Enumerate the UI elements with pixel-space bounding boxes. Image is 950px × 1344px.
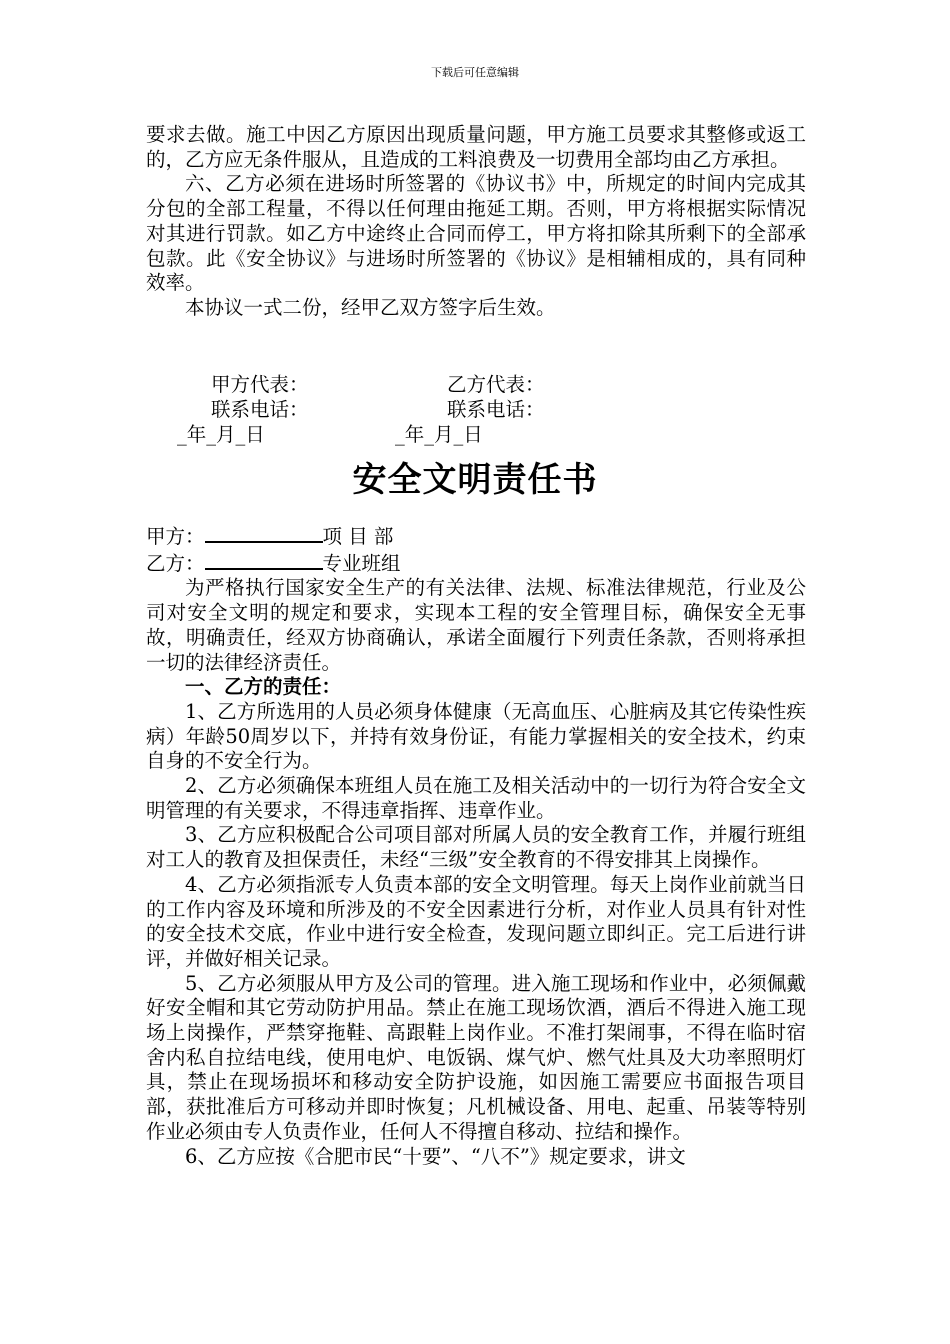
top-paragraphs: [146, 123, 806, 321]
responsibility-body: [146, 523, 806, 1169]
party-b-blank: [205, 550, 323, 570]
clause-1: 1、乙方所选用的人员必须身体健康（无高血压、心脏病及其它传染性疾病）年龄50周岁以下，并持有效身份证，有能力掌握相关的安全技术，约束自身的不安全行为。: [146, 699, 806, 773]
party-a-phone: 联系电话：: [211, 398, 309, 421]
page-header-note: 下载后可任意编辑: [431, 66, 519, 79]
party-b-line: [146, 550, 806, 577]
party-b-label: 乙方：: [146, 551, 205, 575]
paragraph-clause-six: 六、乙方必须在进场时所签署的《协议书》中，所规定的时间内完成其分包的全部工程量，不得以任何理由拖延工期。否则，甲方将根据实际情况对其进行罚款。如乙方中途终止合同而停工，甲方将扣除其所剩下的全部承包款。此《安全协议》与进场时所签署的《协议》是相辅相成的，具有同种效率。: [146, 172, 806, 295]
clause-5: 5、乙方必须服从甲方及公司的管理。进入施工现场和作业中，必须佩戴好安全帽和其它劳动防护用品。禁止在施工现场饮酒，酒后不得进入施工现场上岗操作，严禁穿拖鞋、高跟鞋上岗作业。不准打架闹事，不得在临时宿舍内私自拉结电线，使用电炉、电饭锅、煤气炉、燃气灶具及大功率照明灯具，禁止在现场损坏和移动安全防护设施，如因施工需要应书面报告项目部，获批准后方可移动并即时恢复；凡机械设备、用电、起重、吊装等特别作业必须由专人负责作业，任何人不得擅自移动、拉结和操作。: [146, 971, 806, 1143]
party-b-suffix: 专业班组: [322, 551, 401, 575]
party-a-blank: [205, 523, 323, 543]
clause-6: 6、乙方应按《合肥市民“十要”、“八不”》规定要求，讲文: [185, 1144, 686, 1168]
clause-3: 3、乙方应积极配合公司项目部对所属人员的安全教育工作，并履行班组对工人的教育及担保责任，未经“三级”安全教育的不得安排其上岗操作。: [146, 823, 806, 872]
party-a-date: _年_月_日: [177, 423, 265, 446]
section-heading: 一、乙方的责任：: [185, 675, 342, 699]
party-a-label: 甲方：: [146, 525, 205, 548]
clause-2: 2、乙方必须确保本班组人员在施工及相关活动中的一切行为符合安全文明管理的有关要求，不得违章指挥、违章作业。: [146, 774, 806, 822]
party-b-representative: 乙方代表：: [447, 373, 545, 396]
paragraph-effective: 本协议一式二份，经甲乙双方签字后生效。: [185, 295, 556, 319]
document-title: 安全文明责任书: [352, 460, 598, 500]
clause-4: 4、乙方必须指派专人负责本部的安全文明管理。每天上岗作业前就当日的工作内容及环境和所涉及的不安全因素进行分析，对作业人员具有针对性的安全技术交底，作业中进行安全检查，发现问题立即纠正。完工后进行讲评，并做好相关记录。: [146, 872, 806, 970]
paragraph-continued: 要求去做。施工中因乙方原因出现质量问题，甲方施工员要求其整修或返工的，乙方应无条件服从，且造成的工料浪费及一切费用全部均由乙方承担。: [146, 123, 806, 171]
party-a-suffix: 项 目 部: [322, 525, 394, 548]
party-a-line: [146, 523, 806, 550]
party-b-phone: 联系电话：: [447, 398, 545, 421]
intro-paragraph: 为严格执行国家安全生产的有关法律、法规、标准法律规范，行业及公司对安全文明的规定和要求，实现本工程的安全管理目标，确保安全无事故，明确责任，经双方协商确认，承诺全面履行下列责任条款，否则将承担一切的法律经济责任。: [146, 576, 806, 674]
party-a-representative: 甲方代表：: [211, 373, 309, 396]
party-b-date: _年_月_日: [395, 423, 483, 446]
